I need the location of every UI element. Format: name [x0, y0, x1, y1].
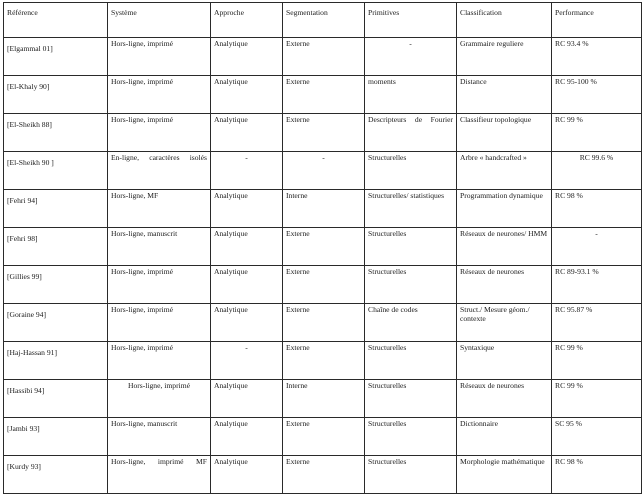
cell-segmentation: Externe [283, 418, 365, 456]
cell-primitives: Structurelles [365, 418, 457, 456]
cell-segmentation: Externe [283, 266, 365, 304]
cell-approach: Analytique [211, 418, 283, 456]
table-row [4, 266, 642, 304]
cell-primitives: - [365, 38, 457, 76]
cell-system: Hors-ligne, MF [108, 190, 211, 228]
cell-segmentation: Externe [283, 304, 365, 342]
cell-performance: RC 89-93.1 % [552, 266, 642, 304]
header-performance: Performance [552, 3, 642, 38]
header-segmentation: Segmentation [283, 3, 365, 38]
cell-reference: [Hassibi 94] [4, 380, 108, 418]
table-row [4, 114, 642, 152]
cell-segmentation: - [283, 152, 365, 190]
cell-performance: RC 99 % [552, 114, 642, 152]
cell-segmentation: Externe [283, 456, 365, 494]
cell-reference: [Jambi 93] [4, 418, 108, 456]
cell-system: En-ligne, caractères isolés [108, 152, 211, 190]
cell-system: Hors-ligne, imprimé [108, 266, 211, 304]
table-row [4, 152, 642, 190]
cell-approach: Analytique [211, 304, 283, 342]
table-row [4, 190, 642, 228]
cell-system: Hors-ligne, imprimé MF [108, 456, 211, 494]
cell-reference: [Goraine 94] [4, 304, 108, 342]
cell-performance: RC 95.87 % [552, 304, 642, 342]
cell-approach: - [211, 342, 283, 380]
cell-reference: [El-Sheikh 88] [4, 114, 108, 152]
header-classification: Classification [457, 3, 552, 38]
cell-system: Hors-ligne, imprimé [108, 380, 211, 418]
header-row [4, 3, 642, 38]
cell-reference: [Elgammal 01] [4, 38, 108, 76]
cell-classification: Programmation dynamique [457, 190, 552, 228]
cell-classification: Dictionnaire [457, 418, 552, 456]
cell-performance: RC 98 % [552, 456, 642, 494]
cell-reference: [Haj-Hassan 91] [4, 342, 108, 380]
cell-reference: [Gillies 99] [4, 266, 108, 304]
cell-performance: RC 95-100 % [552, 76, 642, 114]
header-reference: Référence [4, 3, 108, 38]
cell-primitives: Structurelles [365, 266, 457, 304]
cell-approach: Analytique [211, 76, 283, 114]
cell-segmentation: Externe [283, 342, 365, 380]
table-row [4, 418, 642, 456]
cell-approach: Analytique [211, 38, 283, 76]
cell-segmentation: Interne [283, 380, 365, 418]
table-row [4, 228, 642, 266]
cell-primitives: Structurelles [365, 228, 457, 266]
cell-performance: RC 99.6 % [552, 152, 642, 190]
cell-system: Hors-ligne, imprimé [108, 304, 211, 342]
cell-segmentation: Externe [283, 114, 365, 152]
cell-classification: Classifieur topologique [457, 114, 552, 152]
cell-primitives: Structurelles [365, 380, 457, 418]
cell-performance: SC 95 % [552, 418, 642, 456]
cell-performance: RC 99 % [552, 342, 642, 380]
cell-primitives: Structurelles/ statistiques [365, 190, 457, 228]
cell-reference: [Fehri 94] [4, 190, 108, 228]
table-row [4, 76, 642, 114]
cell-primitives: Chaîne de codes [365, 304, 457, 342]
cell-approach: Analytique [211, 190, 283, 228]
header-primitives: Primitives [365, 3, 457, 38]
header-approach: Approche [211, 3, 283, 38]
cell-classification: Grammaire reguliere [457, 38, 552, 76]
cell-classification: Réseaux de neurones [457, 266, 552, 304]
cell-segmentation: Externe [283, 38, 365, 76]
cell-system: Hors-ligne, imprimé [108, 38, 211, 76]
cell-primitives: moments [365, 76, 457, 114]
table-row [4, 456, 642, 494]
header-system: Système [108, 3, 211, 38]
cell-approach: Analytique [211, 114, 283, 152]
cell-performance: - [552, 228, 642, 266]
table-row [4, 342, 642, 380]
table-row [4, 38, 642, 76]
cell-reference: [Kurdy 93] [4, 456, 108, 494]
cell-primitives: Descripteurs de Fourier [365, 114, 457, 152]
cell-system: Hors-ligne, imprimé [108, 76, 211, 114]
cell-approach: Analytique [211, 456, 283, 494]
cell-approach: Analytique [211, 380, 283, 418]
cell-reference: [El-Sheikh 90 ] [4, 152, 108, 190]
cell-classification: Réseaux de neurones/ HMM [457, 228, 552, 266]
cell-primitives: Structurelles [365, 152, 457, 190]
cell-segmentation: Interne [283, 190, 365, 228]
cell-system: Hors-ligne, imprimé [108, 114, 211, 152]
cell-classification: Arbre « handcrafted » [457, 152, 552, 190]
cell-performance: RC 98 % [552, 190, 642, 228]
cell-classification: Morphologie mathématique [457, 456, 552, 494]
cell-segmentation: Externe [283, 76, 365, 114]
cell-system: Hors-ligne, manuscrit [108, 418, 211, 456]
cell-approach: Analytique [211, 228, 283, 266]
comparison-table [3, 2, 642, 494]
cell-approach: - [211, 152, 283, 190]
cell-classification: Réseaux de neurones [457, 380, 552, 418]
table-row [4, 304, 642, 342]
cell-approach: Analytique [211, 266, 283, 304]
cell-reference: [Fehri 98] [4, 228, 108, 266]
cell-primitives: Structurelles [365, 456, 457, 494]
table-row [4, 380, 642, 418]
cell-performance: RC 93.4 % [552, 38, 642, 76]
cell-primitives: Structurelles [365, 342, 457, 380]
cell-performance: RC 99 % [552, 380, 642, 418]
cell-classification: Syntaxique [457, 342, 552, 380]
cell-system: Hors-ligne, imprimé [108, 342, 211, 380]
cell-classification: Distance [457, 76, 552, 114]
cell-classification: Struct./ Mesure géom./ contexte [457, 304, 552, 342]
cell-system: Hors-ligne, manuscrit [108, 228, 211, 266]
cell-segmentation: Externe [283, 228, 365, 266]
cell-reference: [El-Khaly 90] [4, 76, 108, 114]
